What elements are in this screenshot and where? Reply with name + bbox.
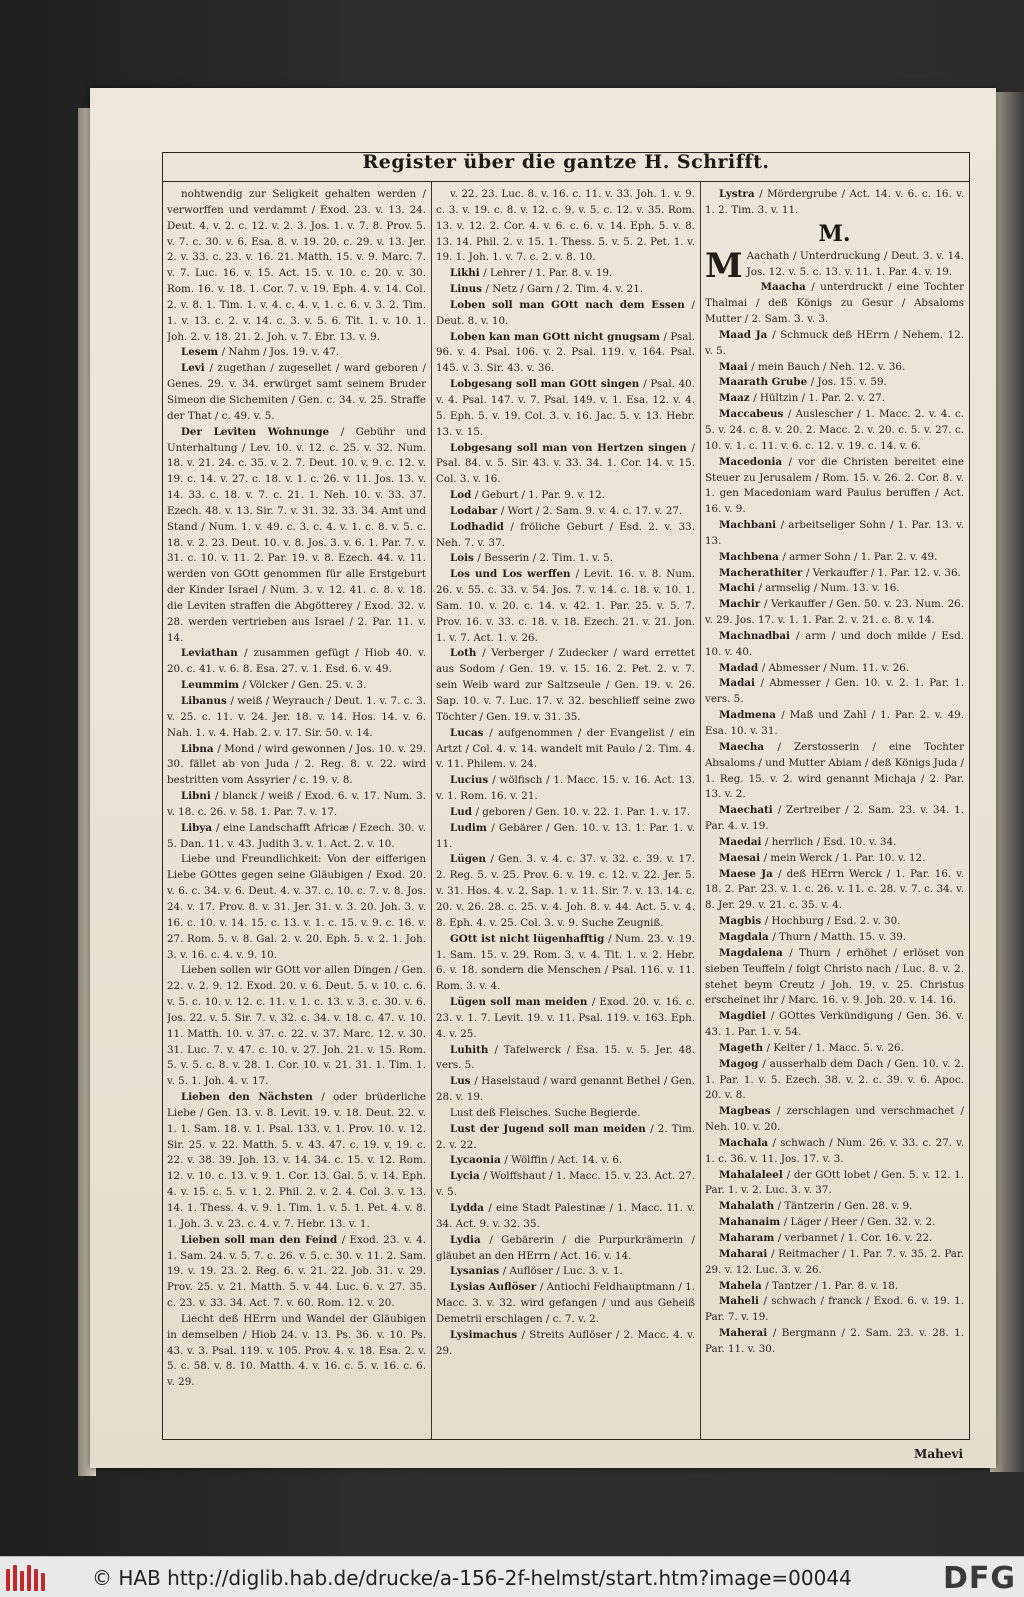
register-entry: Ludim / Gebärer / Gen. 10. v. 13. 1. Par. 1. v. 11.: [436, 821, 695, 850]
register-entry: Lycaonia / Wölffin / Act. 14. v. 6.: [450, 1154, 623, 1167]
register-entry: Lobgesang soll man von Hertzen singen / Psal. 84. v. 5. Sir. 43. v. 33. 34. 1. Cor. 14. v. 15. Col. 3. v. 16.: [436, 441, 695, 486]
register-entry: Macedonia / vor die Christen bereitet eine Steuer zu Jerusalem / Rom. 15. v. 26. 2. Cor. 8. v. 1. gen Macedoniam ward Paulus beruffen / Act. 16. v. 9.: [705, 455, 964, 516]
register-entry: Magbis / Hochburg / Esd. 2. v. 30.: [719, 915, 901, 928]
register-entry: Maedai / herrlich / Esd. 10. v. 34.: [719, 835, 897, 848]
register-entry: GOtt ist nicht lügenhafftig / Num. 23. v. 19. 1. Sam. 15. v. 29. Rom. 3. v. 4. Tit. 1. v. 2. Hebr. 6. v. 18. sondern die Menschen / Psal. 116. v. 11. Rom. 3. v. 4.: [436, 932, 695, 993]
register-entry: Liebe und Freundlichkeit: Von der eifferigen Liebe GOttes gegen seine Gläubigen / Exod. 20. v. 6. c. 34. v. 6. Deut. 4. v. 37. c. 10. c. 7. v. 8. Jos. 24. v. 17. Prov. 8. v. 31. Jer. 31. v. 3. 20. Joh. 3. v. 16. c. 10. v. 14. 15. c. 13. v. 1. c. 15. v. 9. c. 16. v. 27. Rom. 5. v. 8. Gal. 2. v. 20. Eph. 5. v. 2. 1. Joh. 3. v. 16. c. 4. v. 9. 10.: [167, 853, 426, 961]
text-frame: [162, 151, 970, 1461]
register-entry: Lügen / Gen. 3. v. 4. c. 37. v. 32. c. 39. v. 17. 2. Reg. 5. v. 25. Prov. 6. v. 19. c. 12. v. 22. Jer. 5. v. 31. Hos. 4. v. 2. Sap. 1. v. 11. Sir. 7. v. 13. 14. c. 20. v. 26. 28. c. 25. v. 4. Joh. 8. v. 44. Act. 5. v. 4. 8. Eph. 4. v. 25. Col. 3. v. 9. Suche Zeugniß.: [436, 853, 695, 929]
footer-bar: [0, 1556, 1024, 1597]
register-entry: Madmena / Maß und Zahl / 1. Par. 2. v. 49. Esa. 10. v. 31.: [705, 709, 964, 737]
register-entry: Leviathan / zusammen gefügt / Hiob 40. v. 20. c. 41. v. 6. 8. Esa. 27. v. 1. Esd. 6. v. 49.: [167, 647, 426, 676]
header-rule: [163, 181, 969, 182]
register-entry: Lysanias / Auflöser / Luc. 3. v. 1.: [450, 1265, 623, 1278]
register-entry: Maacha / unterdruckt / eine Tochter Thalmai / deß Königs zu Gesur / Absaloms Mutter / 2. Sam. 3. v. 3.: [705, 281, 964, 326]
register-entry: Mahela / Tantzer / 1. Par. 8. v. 18.: [719, 1279, 899, 1292]
register-entry: Maechati / Zertreiber / 2. Sam. 23. v. 34. 1. Par. 4. v. 19.: [705, 804, 964, 833]
register-entry: Magog / ausserhalb dem Dach / Gen. 10. v. 2. 1. Par. 1. v. 5. Ezech. 38. v. 2. c. 39. v. 6. Apoc. 20. v. 8.: [705, 1057, 964, 1102]
register-entry: Maarath Grube / Jos. 15. v. 59.: [719, 376, 887, 389]
register-entry: Maaz / Hültzin / 1. Par. 2. v. 27.: [719, 392, 885, 405]
register-entry: Linus / Netz / Garn / 2. Tim. 4. v. 21.: [450, 283, 644, 296]
register-entry: Maesai / mein Werck / 1. Par. 10. v. 12.: [719, 851, 926, 864]
register-entry: Leummim / Völcker / Gen. 25. v. 3.: [181, 679, 367, 692]
register-entry: Magdala / Thurn / Matth. 15. v. 39.: [719, 930, 907, 943]
register-entry: Mageth / Kelter / 1. Macc. 5. v. 26.: [719, 1041, 904, 1054]
library-logo-icon: [6, 1563, 48, 1591]
register-entry: Magdiel / GOttes Verkündigung / Gen. 36. v. 43. 1. Par. 1. v. 54.: [705, 1010, 964, 1039]
register-entry: Lystra / Mördergrube / Act. 14. v. 6. c. 16. v. 1. 2. Tim. 3. v. 11.: [705, 188, 964, 216]
register-entry: Lucas / aufgenommen / der Evangelist / ein Artzt / Col. 4. v. 14. wandelt mit Paulo / 2. Tim. 4. v. 11. Philem. v. 24.: [436, 726, 695, 771]
register-entry: Maharam / verbannet / 1. Cor. 16. v. 22.: [719, 1232, 933, 1244]
register-entry: Machbena / armer Sohn / 1. Par. 2. v. 49.: [719, 550, 938, 563]
source-url[interactable]: © HAB http://diglib.hab.de/drucke/a-156-2f-helmst/start.htm?image=00044: [92, 1566, 852, 1590]
register-entry: nohtwendig zur Seligkeit gehalten werden / verworffen und verdammt / Exod. 23. v. 13. 24. Deut. 4. v. 2. c. 12. v. 2. 3. Jos. 1. v. 7. 8. Prov. 5. v. 7. c. 30. v. 6. Esa. 8. v. 19. 20. c. 29. v. 13. Jer. 2. v. 33. c. 23. v. 16. 21. Matth. 15. v. 9. Marc. 7. v. 7. Luc. 16. v. 15. Act. 15. v. 10. c. 20. v. 30. Rom. 16. v. 18. 1. Cor. 7. v. 19. Eph. 4. v. 14. Col. 2. v. 8. 1. Tim. 1. v. 4. c. 4. v. 1. c. 6. v. 3. 2. Tim. 1. v. 13. c. 2. v. 14. c. 3. v. 5. 6. Tit. 1. v. 10. 1. Joh. 2. v. 18. 21. 2. Joh. v. 7. Ebr. 13. v. 9.: [167, 188, 426, 343]
register-entry: Lydia / Gebärerin / die Purpurkrämerin / gläubet an den HErrn / Act. 16. v. 14.: [436, 1233, 695, 1262]
book-page: [90, 88, 996, 1468]
register-entry: Loben kan man GOtt nicht gnugsam / Psal. 96. v. 4. Psal. 106. v. 2. Psal. 119. v. 164. Psal. 145. v. 3. Sir. 43. v. 36.: [436, 330, 695, 375]
register-entry: Lust deß Fleisches. Suche Begierde.: [450, 1106, 641, 1119]
register-entry: Machir / Verkauffer / Gen. 50. v. 23. Num. 26. v. 29. Jos. 17. v. 1. 1. Par. 2. v. 21. c. 8. v. 14.: [705, 598, 964, 627]
register-entry: Maecha / Zerstosserin / eine Tochter Absaloms / und Mutter Abiam / deß Königs Juda / 1. Reg. 15. v. 2. wird genannt Michaja / 2. Par. 13. v. 2.: [705, 740, 964, 801]
register-entry: Luhith / Tafelwerck / Esa. 15. v. 5. Jer. 48. vers. 5.: [436, 1043, 695, 1072]
register-entry: Lügen soll man meiden / Exod. 20. v. 16. c. 23. v. 1. 7. Levit. 19. v. 11. Psal. 119. v. 163. Eph. 4. v. 25.: [436, 996, 695, 1040]
register-entry: Likhi / Lehrer / 1. Par. 8. v. 19.: [450, 267, 613, 280]
register-entry: Loben soll man GOtt nach dem Essen / Deut. 8. v. 10.: [436, 298, 695, 327]
register-entry: Machala / schwach / Num. 26. v. 33. c. 27. v. 1. c. 36. v. 11. Jos. 17. v. 3.: [705, 1136, 964, 1165]
column-3-entries: [705, 280, 964, 1357]
register-entry: Lysimachus / Streits Auflöser / 2. Macc. 4. v. 29.: [436, 1328, 695, 1357]
register-entry: Lydda / eine Stadt Palestinæ / 1. Macc. 11. v. 34. Act. 9. v. 32. 35.: [436, 1202, 695, 1230]
register-entry: Maai / mein Bauch / Neh. 12. v. 36.: [719, 360, 906, 373]
register-entry: Libanus / weiß / Weyrauch / Deut. 1. v. 7. c. 3. v. 25. c. 11. v. 24. Jer. 18. v. 14. Hos. 14. v. 6. Nah. 1. v. 4. Hab. 2. v. 17. Sir. 50. v. 14.: [167, 695, 426, 739]
letter-heading: M.: [818, 220, 851, 247]
register-entry: Magbeas / zerschlagen und verschmachet / Neh. 10. v. 20.: [705, 1105, 964, 1134]
register-entry: Lieben sollen wir GOtt vor allen Dingen / Gen. 22. v. 2. 9. 12. Exod. 20. v. 6. Deut. 5. v. 10. c. 6. v. 5. c. 10. v. 12. c. 11. v. 1. c. 13. v. 3. c. 30. v. 6. Jos. 22. v. 5. Sir. 7. v. 32. c. 34. v. 18. c. 47. v. 10. 11. Matth. 10. v. 37. c. 22. v. 37. Marc. 12. v. 30. 31. Luc. 7. v. 47. c. 10. v. 27. Joh. 21. v. 15. Rom. 5. v. 5. c. 8. v. 28. 1. Cor. 10. v. 21. 31. 1. Tim. 1. v. 5. 1. Joh. 4. v. 17.: [167, 964, 426, 1088]
register-entry: v. 22. 23. Luc. 8. v. 16. c. 11. v. 33. Joh. 1. v. 9. c. 3. v. 19. c. 8. v. 12. c. 9. v. 5. c. 12. v. 35. Rom. 13. v. 12. 2. Cor. 4. v. 6. c. 6. v. 14. Eph. 5. v. 8. 13. 14. Phil. 2. v. 15. 1. Thess. 5. v. 5. 2. Pet. 1. v. 19. 1. Joh. 1. v. 7. c. 2. v. 8. 10.: [436, 188, 695, 264]
register-entry: Lodabar / Wort / 2. Sam. 9. v. 4. c. 17. v. 27.: [450, 504, 683, 517]
register-entry: Liecht deß HErrn und Wandel der Gläubigen in demselben / Hiob 24. v. 13. Ps. 36. v. 10. Ps. 43. v. 3. Psal. 119. v. 105. Prov. 4. v. 18. Esa. 2. v. 5. c. 58. v. 8. 10. Matth. 4. v. 16. c. 5. v. 16. c. 6. v. 29.: [167, 1312, 426, 1389]
register-entry: Lois / Besserin / 2. Tim. 1. v. 5.: [450, 552, 613, 565]
register-entry: Lycia / Wolffshaut / 1. Macc. 15. v. 23. Act. 27. v. 5.: [436, 1170, 695, 1199]
register-entry: Loth / Verberger / Zudecker / ward errettet aus Sodom / Gen. 19. v. 15. 16. 2. Pet. 2. v. 7. sein Weib ward zur Saltzseule / Gen. 19. v. 26. Sap. 10. v. 7. Luc. 17. v. 32. beschlieff seine zwo Töchter / Gen. 19. v. 31. 35.: [436, 647, 695, 723]
first-entry-text: Aachath / Unterdruckung / Deut. 3. v. 14. Jos. 12. v. 5. c. 13. v. 11. 1. Par. 4. v. 19.: [746, 249, 964, 278]
register-entry: Mahanaim / Läger / Heer / Gen. 32. v. 2.: [719, 1216, 936, 1229]
register-entry: Lieben den Nächsten / oder brüderliche Liebe / Gen. 13. v. 8. Levit. 19. v. 18. Deut. 22. v. 1. 1. Sam. 18. v. 1. Psal. 133. v. 1. Prov. 10. v. 12. Sir. 25. v. 22. Matth. 5. v. 43. 47. c. 19. v. 19. c. 22. v. 38. 39. Joh. 13. v. 14. 34. c. 15. v. 12. Rom. 12. v. 10. c. 13. v. 9. 1. Cor. 13. Gal. 5. v. 14. Eph. 4. v. 15. c. 5. v. 1. 2. Phil. 2. v. 2. 4. Col. 3. v. 13. 14. 1. Thess. 4. v. 9. 1. Tim. 1. v. 5. 1. Pet. 4. v. 8. 1. Joh. 3. v. 23. c. 4. v. 7. Hebr. 13. v. 1.: [167, 1091, 426, 1230]
register-entry: Lodhadid / fröliche Geburt / Esd. 2. v. 33. Neh. 7. v. 37.: [436, 520, 695, 549]
catchword: Mahevi: [914, 1447, 963, 1461]
column-3-top-entries: [705, 187, 964, 219]
register-entry: Magdalena / Thurn / erhöhet / erlöset von sieben Teuffeln / folgt Christo nach / Luc. 8. v. 2. stehet beym Creutz / Joh. 19. v. 25. Christus erscheinet ihr / Marc. 16. v. 9. Joh. 20. v. 14. 16.: [705, 946, 964, 1007]
register-entry: Der Leviten Wohnunge / Gebühr und Unterhaltung / Lev. 10. v. 12. c. 25. v. 32. Num. 18. v. 21. 24. c. 35. v. 2. 7. Deut. 10. v. 9. c. 12. v. 19. c. 14. v. 27. c. 18. v. 1. c. 26. v. 11. Jos. 13. v. 14. 33. c. 18. v. 7. c. 21. 1. Neh. 10. v. 33. 37. Ezech. 48. v. 13. Sir. 7. v. 31. 32. 33. 34. Amt und Stand / Num. 1. v. 49. c. 3. c. 4. v. 1. c. 8. v. 5. c. 18. v. 2. 23. Deut. 10. v. 8. Jos. 3. v. 6. 1. Par. 7. v. 31. c. 10. v. 11. 2. Par. 19. v. 8. Ezech. 44. v. 11. werden von GOtt genommen für alle Erstgeburt der Kinder Israel / Num. 3. v. 12. 41. c. 8. v. 18. die Leviten straffen die Abgötterey / Exod. 32. v. 28. werden vertrieben aus Israel / 2. Par. 11. v. 14.: [167, 425, 426, 644]
register-entry: Machnadbai / arm / und doch milde / Esd. 10. v. 40.: [705, 629, 964, 658]
register-entry: Maese Ja / deß HErrn Werck / 1. Par. 16. v. 18. 2. Par. 23. v. 1. c. 26. v. 11. c. 28. v. 7. c. 34. v. 8. Jer. 29. v. 21. c. 35. v. 4.: [705, 867, 964, 912]
register-entry: Lesem / Nahm / Jos. 19. v. 47.: [181, 346, 340, 359]
register-entry: Maherai / Bergmann / 2. Sam. 23. v. 28. 1. Par. 11. v. 30.: [705, 1327, 964, 1355]
column-rule-1: [431, 181, 432, 1439]
dfg-logo: DFG: [942, 1561, 1016, 1596]
column-2: [436, 187, 695, 1411]
register-entry: Maheli / schwach / franck / Exod. 6. v. 19. 1. Par. 7. v. 19.: [705, 1295, 964, 1324]
register-entry: Lud / geboren / Gen. 10. v. 22. 1. Par. 1. v. 17.: [450, 805, 690, 818]
register-entry: Machi / armselig / Num. 13. v. 16.: [719, 582, 900, 595]
drop-capital: M: [705, 245, 743, 286]
register-entry: Lod / Geburt / 1. Par. 9. v. 12.: [450, 489, 605, 502]
column-rule-2: [700, 181, 701, 1439]
register-entry: Lieben soll man den Feind / Exod. 23. v. 4. 1. Sam. 24. v. 5. 7. c. 26. v. 5. c. 30. v. 11. 2. Sam. 19. v. 19. 23. 2. Reg. 6. v. 21. 22. Job. 31. v. 29. Prov. 25. v. 21. Matth. 5. v. 44. Luc. 6. v. 27. 35. c. 23. v. 33. 34. Act. 7. v. 60. Rom. 12. v. 20.: [167, 1233, 426, 1310]
column-3: [705, 187, 964, 1411]
register-entry: Lust der Jugend soll man meiden / 2. Tim. 2. v. 22.: [436, 1122, 695, 1151]
register-entry: Libni / blanck / weiß / Exod. 6. v. 17. Num. 3. v. 18. c. 26. v. 58. 1. Par. 7. v. 17.: [167, 790, 426, 818]
register-entry: Maad Ja / Schmuck deß HErrn / Nehem. 12. v. 5.: [705, 328, 964, 357]
register-entry: Madad / Abmesser / Num. 11. v. 26.: [719, 661, 910, 674]
register-entry: Libna / Mond / wird gewonnen / Jos. 10. v. 29. 30. fället ab von Juda / 2. Reg. 8. v. 22. wird bestritten vom Assyrier / c. 19. v. 8.: [167, 742, 426, 787]
register-entry: Lus / Haselstaud / ward genannt Bethel / Gen. 28. v. 19.: [436, 1075, 695, 1104]
register-entry: Libya / eine Landschafft Africæ / Ezech. 30. v. 5. Dan. 11. v. 43. Judith 3. v. 1. Act. 2. v. 10.: [167, 821, 426, 850]
first-entry-m: [705, 245, 964, 286]
register-entry: Maccabeus / Auslescher / 1. Macc. 2. v. 4. c. 5. v. 24. c. 8. v. 20. 2. Macc. 2. v. 20. c. 5. v. 27. c. 10. v. 1. c. 11. v. 6. c. 12. v. 19. c. 14. v. 6.: [705, 408, 964, 452]
register-entry: Macherathiter / Verkauffer / 1. Par. 12. v. 36.: [719, 566, 961, 579]
register-entry: Mahalath / Täntzerin / Gen. 28. v. 9.: [719, 1200, 913, 1213]
register-entry: Mahalaleel / der GOtt lobet / Gen. 5. v. 12. 1. Par. 1. v. 2. Luc. 3. v. 37.: [705, 1168, 964, 1197]
register-entry: Lysias Auflöser / Antiochi Feldhauptmann / 1. Macc. 3. v. 32. wird gefangen / und aus Geheiß Demetrii erschlagen / c. 7. v. 2.: [436, 1281, 695, 1325]
register-entry: Los und Los werffen / Levit. 16. v. 8. Num. 26. v. 55. c. 33. v. 54. Jos. 7. v. 14. c. 18. v. 10. 1. Sam. 10. v. 20. c. 14. v. 42. 1. Par. 25. v. 5. 7. Prov. 16. v. 33. c. 18. v. 18. Ezech. 21. v. 21. Jon. 1. v. 7. Act. 1. v. 26.: [436, 568, 695, 644]
register-entry: Lobgesang soll man GOtt singen / Psal. 40. v. 4. Psal. 147. v. 7. Psal. 149. v. 1. Esa. 12. v. 4. 5. Eph. 5. v. 19. Col. 3. v. 16. Jac. 5. v. 13. Hebr. 13. v. 15.: [436, 378, 695, 438]
register-entry: Machbani / arbeitseliger Sohn / 1. Par. 13. v. 13.: [705, 519, 964, 547]
register-entry: Lucius / wölfisch / 1. Macc. 15. v. 16. Act. 13. v. 1. Rom. 16. v. 21.: [436, 774, 695, 803]
register-entry: Levi / zugethan / zugesellet / ward geboren / Genes. 29. v. 34. erwürget samt seinem Bruder Simeon die Sichemiten / Gen. c. 34. v. 25. Straffe der That / c. 49. v. 5.: [167, 362, 426, 422]
column-1: [167, 187, 426, 1411]
register-entry: Madai / Abmesser / Gen. 10. v. 2. 1. Par. 1. vers. 5.: [705, 677, 964, 706]
running-head: Register über die gantze H. Schrifft.: [362, 151, 770, 173]
register-entry: Maharai / Reitmacher / 1. Par. 7. v. 35. 2. Par. 29. v. 12. Luc. 3. v. 26.: [705, 1247, 964, 1276]
